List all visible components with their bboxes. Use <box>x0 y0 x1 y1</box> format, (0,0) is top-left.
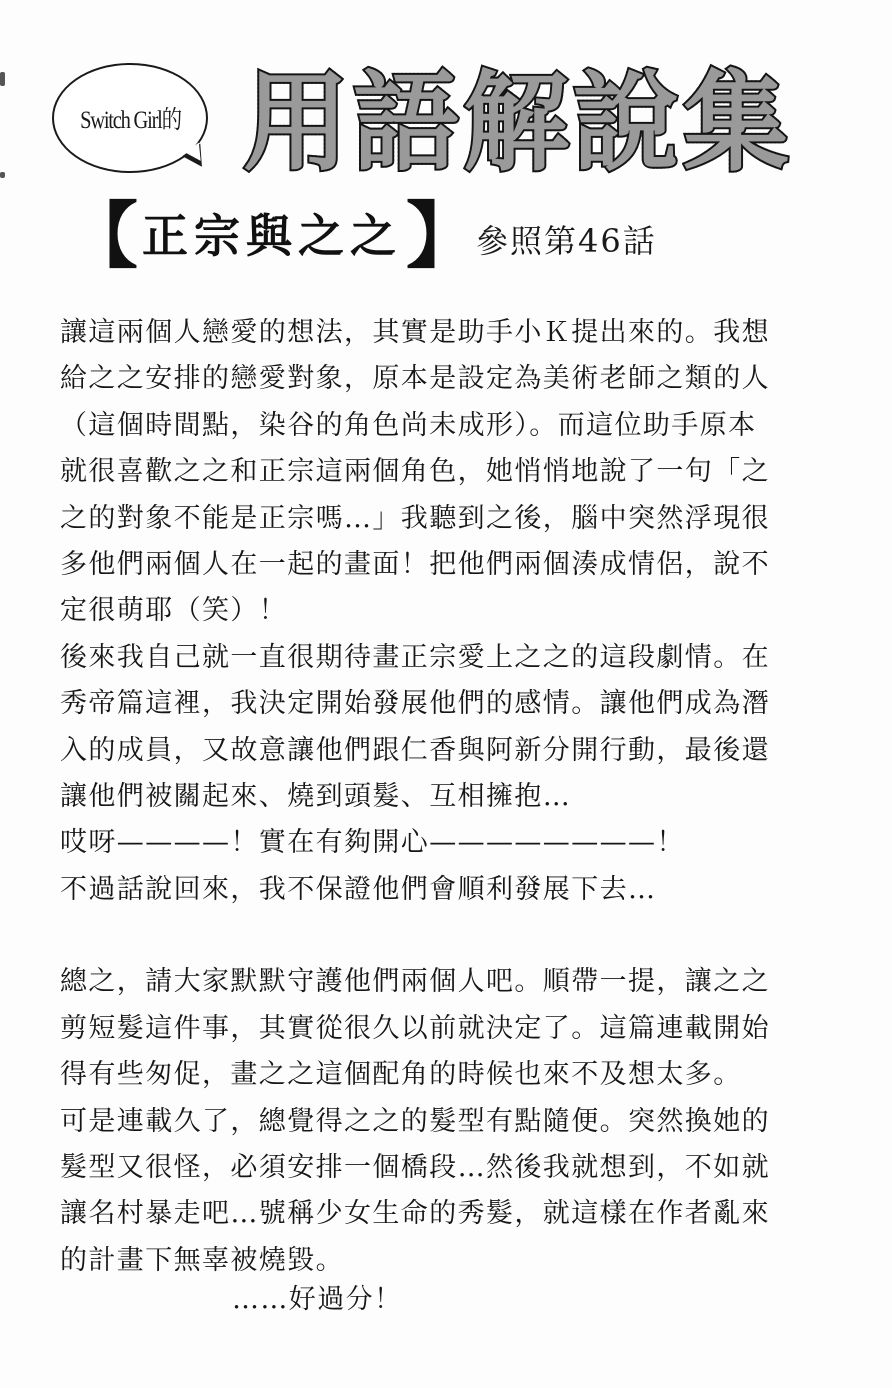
text-line: 之的對象不能是正宗嗎…」我聽到之後，腦中突然浮現很 <box>60 502 770 534</box>
text-line: 定很萌耶（笑）！ <box>60 595 288 627</box>
text-line: 得有些匆促，畫之之這個配角的時候也來不及想太多。 <box>60 1059 742 1091</box>
text-line: 給之之安排的戀愛對象，原本是設定為美術老師之類的人 <box>60 363 770 395</box>
closing-remark: ……好過分！ <box>232 1284 403 1315</box>
bracket-close: 】 <box>406 194 479 278</box>
text-line: 不過話說回來，我不保證他們會順利發展下去… <box>60 873 657 905</box>
bracket-open: 【 <box>66 194 139 278</box>
section-heading <box>66 196 478 276</box>
text-line: 讓名村暴走吧…號稱少女生命的秀髮，就這樣在作者亂來 <box>60 1198 770 1230</box>
text-line: 髮型又很怪，必須安排一個橋段…然後我就想到，不如就 <box>60 1152 770 1184</box>
title-char: 用 <box>243 61 349 186</box>
chapter-reference: 參照第46話 <box>476 222 657 260</box>
text-line: 的計畫下無辜被燒毀。 <box>60 1244 344 1276</box>
text-line: 多他們兩個人在一起的畫面！把他們兩個湊成情侶，說不 <box>60 548 770 580</box>
body-text <box>60 310 840 1284</box>
text-line: 總之，請大家默默守護他們兩個人吧。順帶一提，讓之之 <box>60 966 770 998</box>
bubble-text: Switch Girl的 <box>79 107 181 134</box>
title-char: 集 <box>683 61 789 186</box>
text-line: 入的成員，又故意讓他們跟仁香與阿新分開行動，最後還 <box>60 734 770 766</box>
text-line: 哎呀————！實在有夠開心————————！ <box>60 827 685 859</box>
text-line: 可是連載久了，總覺得之之的髮型有點隨便。突然換她的 <box>60 1105 770 1137</box>
page-title <box>242 62 790 186</box>
text-line: 剪短髮這件事，其實從很久以前就決定了。這篇連載開始 <box>60 1012 770 1044</box>
scan-edge-mark <box>0 72 5 86</box>
title-char: 語 <box>353 61 459 186</box>
text-line: 讓他們被關起來、燒到頭髮、互相擁抱… <box>60 780 572 812</box>
title-char: 解 <box>463 61 569 186</box>
scan-edge-mark <box>0 172 5 178</box>
text-line: （這個時間點，染谷的角色尚未成形）。而這位助手原本 <box>60 409 757 441</box>
title-char: 說 <box>573 61 679 186</box>
text-line: 後來我自己就一直很期待畫正宗愛上之之的這段劇情。在 <box>60 641 770 673</box>
paragraph-spacer <box>60 913 840 959</box>
text-line: 讓這兩個人戀愛的想法，其實是助手小Ｋ提出來的。我想 <box>60 317 770 348</box>
text-line: 就很喜歡之之和正宗這兩個角色，她悄悄地說了一句「之 <box>60 456 770 488</box>
text-line: 秀帝篇這裡，我決定開始發展他們的感情。讓他們成為潛 <box>60 688 770 720</box>
section-title: 正宗與之之 <box>142 209 403 263</box>
